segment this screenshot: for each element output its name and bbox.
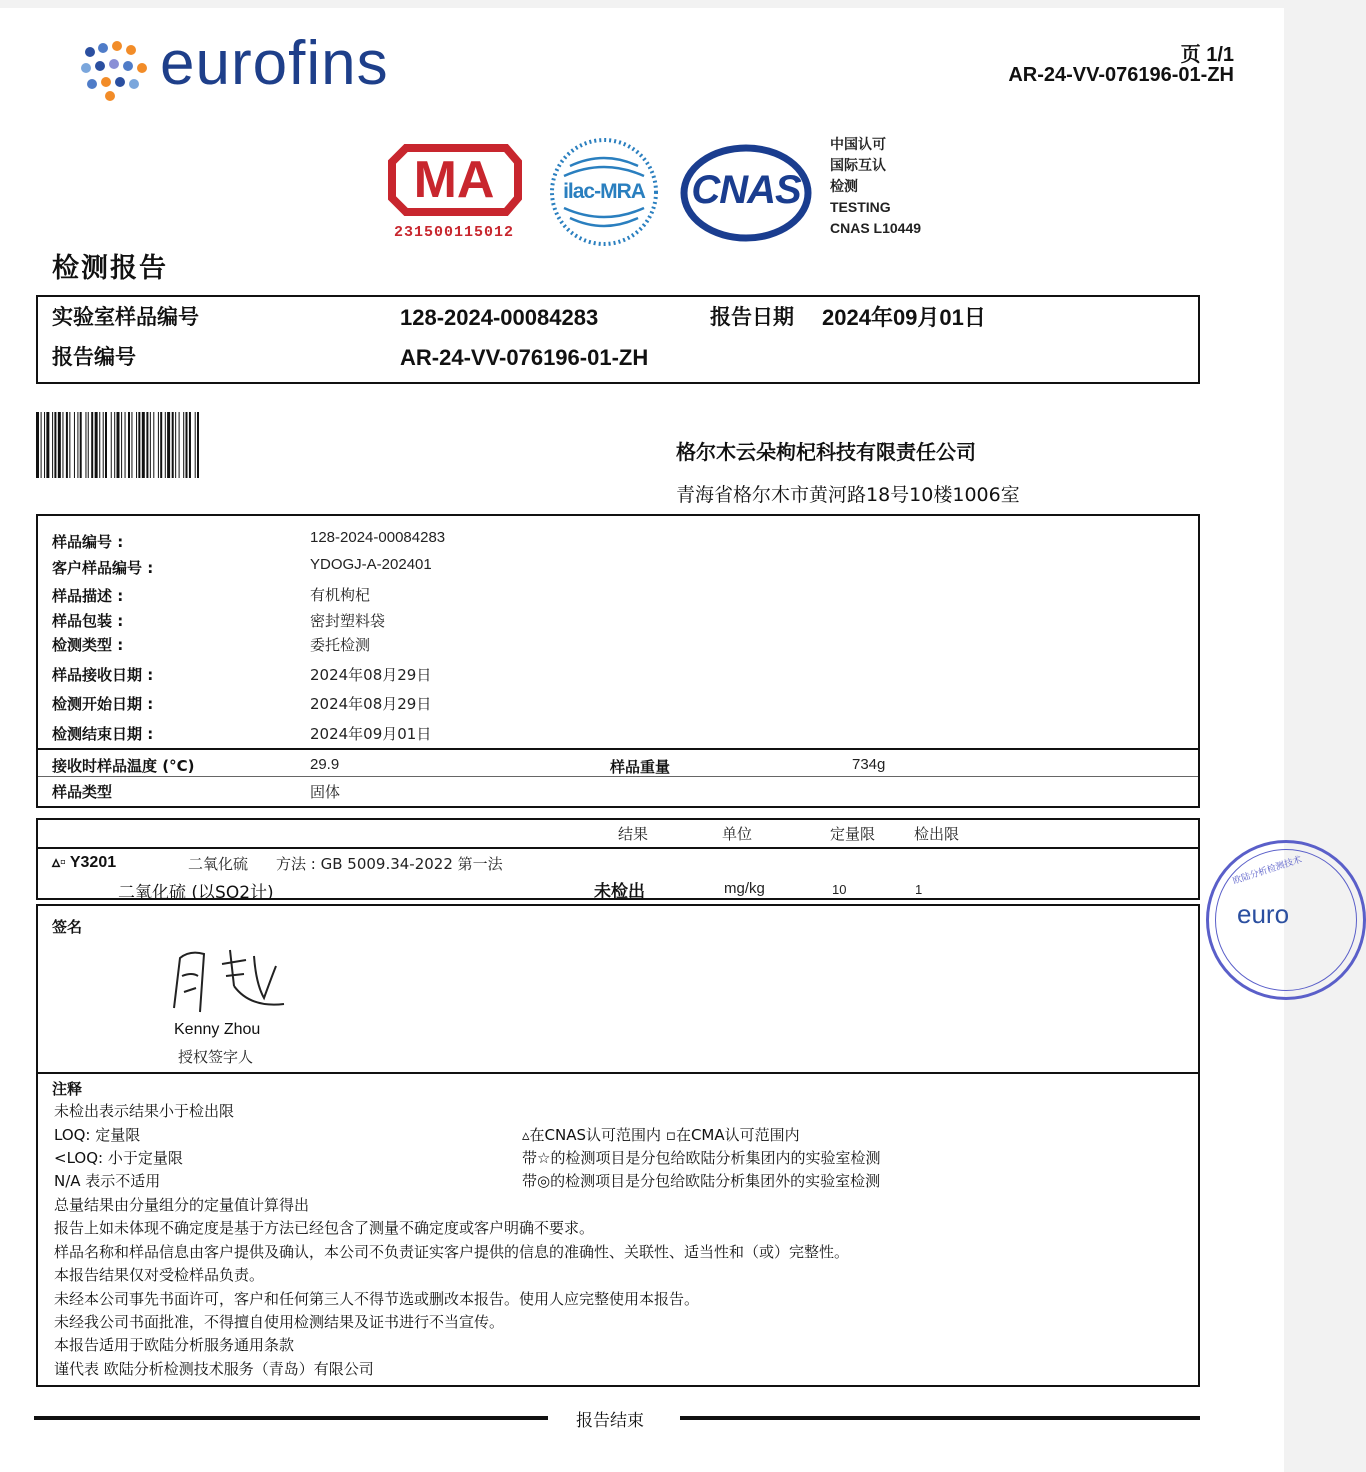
notes-box: [36, 1072, 1200, 1387]
result-value: 未检出: [594, 882, 645, 902]
cnas-line: 中国认可: [830, 136, 886, 152]
col-header-lod: 检出限: [914, 825, 960, 843]
footer-rule-left: [34, 1416, 548, 1420]
lab-sample-no: 128-2024-00084283: [400, 305, 599, 330]
divider: [38, 847, 1198, 849]
brand-name: eurofins: [160, 29, 389, 98]
cnas-line: CNAS L10449: [830, 220, 922, 236]
stamp-ring-text: 欧陆分析检测技术: [1231, 855, 1304, 887]
notes-label: 注释: [52, 1080, 83, 1098]
sample-info-label: 样品描述 :: [52, 587, 124, 605]
lab-sample-no-label: 实验室样品编号: [52, 305, 199, 329]
ilac-mra-logo: [548, 136, 660, 248]
note-line: 未检出表示结果小于检出限: [54, 1102, 235, 1120]
stamp-brand: euro: [1237, 899, 1290, 929]
test-method: 方法 : GB 5009.34-2022 第一法: [276, 855, 503, 873]
divider: [38, 748, 1198, 750]
report-date: 2024年09月01日: [822, 305, 986, 330]
cma-mark: MA: [413, 151, 495, 209]
test-name: 二氧化硫: [188, 855, 249, 873]
sample-info-box: [36, 514, 1200, 808]
sample-info-value: 委托检测: [310, 636, 371, 654]
sample-info-label: 样品编号 :: [52, 533, 124, 551]
signer-name: Kenny Zhou: [174, 1021, 261, 1038]
report-page: [0, 8, 1304, 1472]
cnas-line: 国际互认: [830, 157, 886, 173]
sample-info-value: YDOGJ-A-202401: [310, 556, 432, 573]
signature-scribble: [164, 936, 294, 1016]
page-number: 页 1/1: [1180, 44, 1234, 66]
note-line: 带☆的检测项目是分包给欧陆分析集团内的实验室检测: [522, 1149, 881, 1167]
sample-info-label: 检测开始日期 :: [52, 695, 154, 713]
results-table: [36, 818, 1200, 903]
note-line: 样品名称和样品信息由客户提供及确认，本公司不负责证实客户提供的信息的准确性、关联性、适当性和（或）完整性。: [54, 1243, 850, 1261]
signature-box: [36, 904, 1200, 1074]
result-lod: 1: [915, 882, 923, 897]
barcode: [36, 412, 340, 478]
company-stamp: [1206, 840, 1366, 1000]
cnas-mark: CNAS: [691, 168, 801, 212]
note-line: LOQ: 定量限: [54, 1126, 141, 1144]
test-code: ▵▫ Y3201: [52, 854, 117, 871]
report-no-label: 报告编号: [52, 345, 136, 369]
col-header-loq: 定量限: [830, 825, 876, 843]
col-header-unit: 单位: [722, 825, 753, 843]
temp-value: 29.9: [310, 756, 340, 773]
cma-logo: [386, 140, 522, 244]
note-line: 未经我公司书面批准，不得擅自使用检测结果及证书进行不当宣传。: [54, 1313, 505, 1331]
note-line: <LOQ: 小于定量限: [54, 1149, 183, 1167]
sample-info-value: 密封塑料袋: [310, 612, 386, 630]
sample-info-label: 样品接收日期 :: [52, 666, 154, 684]
sample-info-value: 2024年08月29日: [310, 695, 432, 713]
footer-rule-right: [680, 1416, 1200, 1420]
sample-info-label: 检测类型 :: [52, 636, 124, 654]
report-no: AR-24-VV-076196-01-ZH: [400, 345, 649, 370]
report-id-box: [36, 295, 1200, 384]
report-end: 报告结束: [576, 1411, 644, 1431]
temp-label: 接收时样品温度 (°C): [52, 757, 195, 775]
weight-value: 734g: [852, 756, 886, 773]
cnas-line: 检测: [830, 178, 858, 194]
sample-info-label: 检测结束日期 :: [52, 725, 154, 743]
note-line: 未经本公司事先书面许可，客户和任何第三人不得节选或删改本报告。使用人应完整使用本报告。: [54, 1290, 700, 1308]
cma-number: 231500115012: [393, 224, 515, 241]
sample-info-value: 2024年08月29日: [310, 666, 432, 684]
report-date-label: 报告日期: [710, 305, 794, 329]
eurofins-logo-icon: [80, 38, 148, 102]
note-line: 总量结果由分量组分的定量值计算得出: [54, 1196, 310, 1214]
col-header-result: 结果: [618, 825, 649, 843]
sample-info-label: 样品包装 :: [52, 612, 124, 630]
divider: [38, 776, 1198, 777]
sample-info-value: 2024年09月01日: [310, 725, 432, 743]
ilac-mark: ilac-MRA: [563, 180, 645, 203]
signature-label: 签名: [52, 918, 83, 936]
sample-type-label: 样品类型: [52, 783, 113, 801]
cnas-certificate: [830, 134, 921, 239]
note-line: N/A 表示不适用: [54, 1172, 161, 1190]
document-title: 检测报告: [52, 253, 168, 284]
report-ref: AR-24-VV-076196-01-ZH: [1008, 64, 1234, 86]
result-unit: mg/kg: [724, 880, 765, 897]
cnas-logo: [680, 144, 812, 242]
note-line: 本报告适用于欧陆分析服务通用条款: [54, 1336, 295, 1354]
note-line: 本报告结果仅对受检样品负责。: [54, 1266, 265, 1284]
client-name: 格尔木云朵枸杞科技有限责任公司: [676, 440, 976, 464]
sample-info-label: 客户样品编号 :: [52, 559, 154, 577]
note-line: 带◎的检测项目是分包给欧陆分析集团外的实验室检测: [522, 1172, 881, 1190]
note-line: 报告上如未体现不确定度是基于方法已经包含了测量不确定度或客户明确不要求。: [54, 1219, 595, 1237]
note-line: ▵在CNAS认可范围内 ▫在CMA认可范围内: [522, 1126, 800, 1144]
signer-role: 授权签字人: [178, 1048, 254, 1066]
sample-type-value: 固体: [310, 783, 341, 801]
cnas-line: TESTING: [830, 199, 891, 215]
result-loq: 10: [832, 882, 847, 897]
sample-info-value: 有机枸杞: [310, 586, 371, 604]
client-address: 青海省格尔木市黄河路18号10楼1006室: [676, 484, 1020, 506]
weight-label: 样品重量: [610, 758, 671, 776]
note-line: 谨代表 欧陆分析检测技术服务（青岛）有限公司: [54, 1360, 374, 1378]
sample-info-value: 128-2024-00084283: [310, 529, 446, 546]
analyte-name: 二氧化硫 (以SO2计): [118, 883, 274, 903]
